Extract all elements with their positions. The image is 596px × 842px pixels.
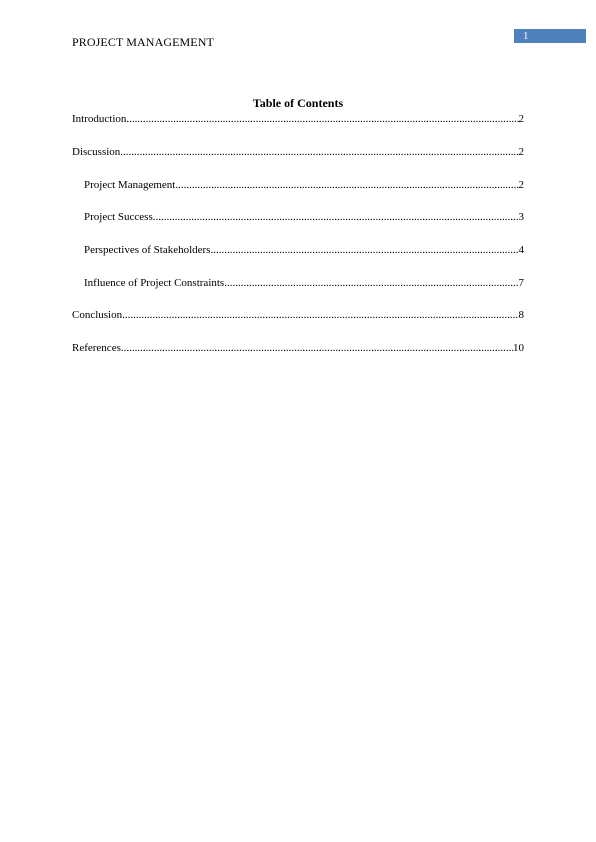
toc-entry-page: 8	[518, 309, 524, 321]
page-number: 1	[514, 29, 586, 43]
toc-entry-page: 2	[518, 113, 524, 125]
toc-entry-label: Project Success	[84, 211, 153, 223]
toc-entry-label: Perspectives of Stakeholders	[84, 244, 211, 256]
toc-entry-page: 4	[518, 244, 524, 256]
toc-entry-label: Introduction	[72, 113, 127, 125]
toc-dot-leader	[120, 146, 518, 159]
toc-entry-label: Conclusion	[72, 309, 123, 321]
toc-dot-leader	[153, 211, 519, 224]
toc-entry-page: 2	[518, 179, 524, 191]
toc-entry-perspectives-of-stakeholders[interactable]	[84, 244, 524, 257]
toc-dot-leader	[126, 113, 518, 126]
toc-entry-introduction[interactable]	[72, 113, 524, 126]
toc-dot-leader	[122, 309, 518, 322]
toc-entry-references[interactable]	[72, 342, 524, 355]
toc-entry-label: Project Management	[84, 179, 176, 191]
running-head: PROJECT MANAGEMENT	[72, 35, 214, 49]
toc-entry-influence-of-project-constraints[interactable]	[84, 277, 524, 290]
toc-entry-label: References	[72, 342, 121, 354]
toc-entry-page: 7	[518, 277, 524, 289]
toc-entry-page: 2	[518, 146, 524, 158]
toc-entry-page: 3	[518, 211, 524, 223]
toc-entry-page: 10	[513, 342, 524, 354]
toc-entry-discussion[interactable]	[72, 146, 524, 159]
toc-dot-leader	[224, 277, 518, 290]
toc-dot-leader	[210, 244, 518, 257]
toc-entry-project-management[interactable]	[84, 179, 524, 192]
toc-dot-leader	[121, 342, 513, 355]
toc-dot-leader	[175, 179, 518, 192]
toc-entry-project-success[interactable]	[84, 211, 524, 224]
toc-entry-conclusion[interactable]	[72, 309, 524, 322]
toc-entry-label: Discussion	[72, 146, 121, 158]
toc-title: Table of Contents	[252, 96, 344, 110]
toc-entry-label: Influence of Project Constraints	[84, 277, 225, 289]
